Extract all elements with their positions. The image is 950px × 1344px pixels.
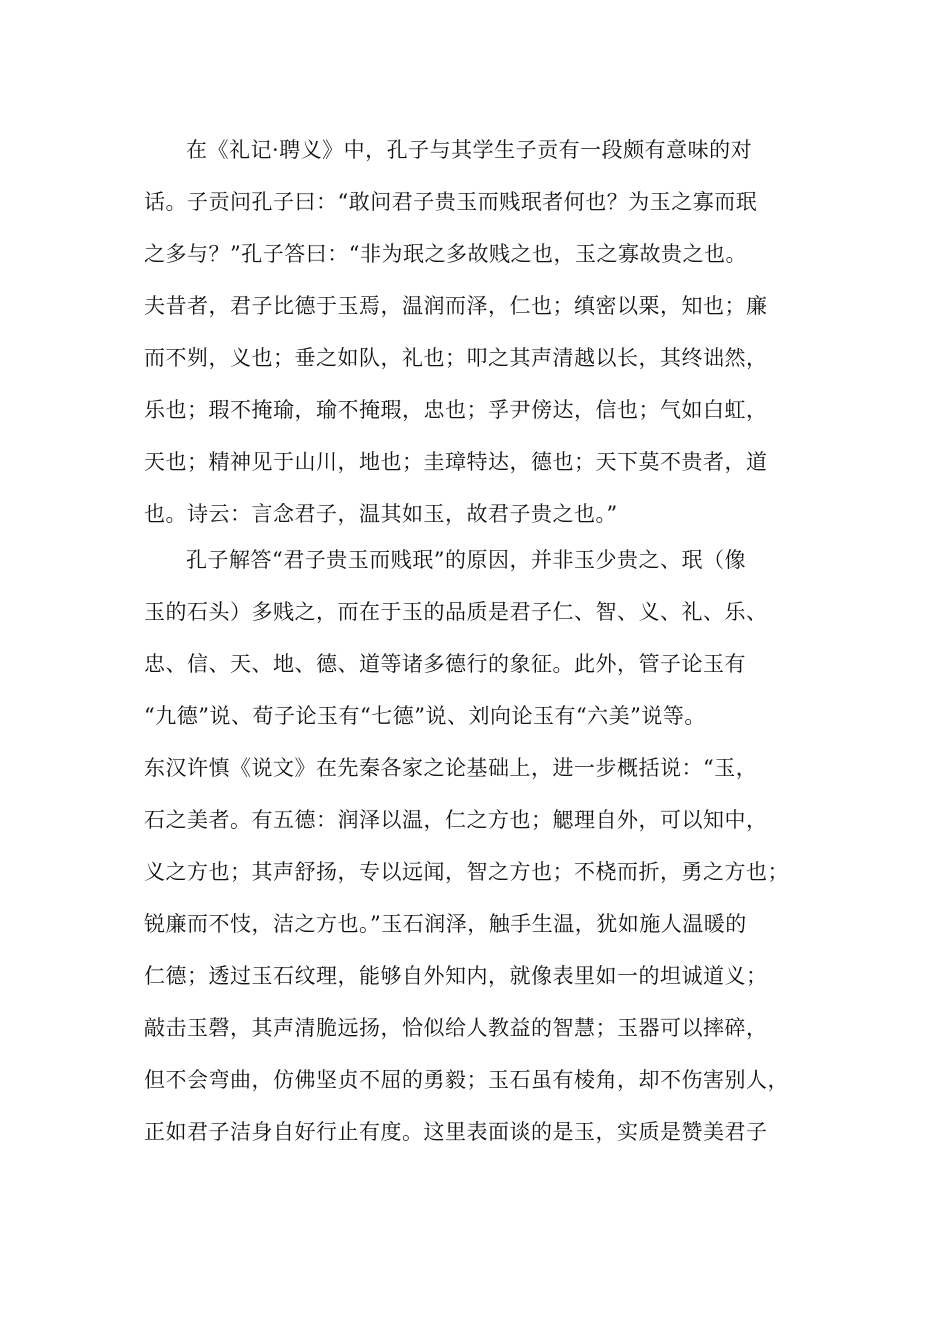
- paragraph-line: 石之美者。有五德：润泽以温，仁之方也；䚡理自外，可以知中，: [144, 808, 768, 832]
- paragraph-line: 而不刿，义也；垂之如队，礼也；叩之其声清越以长，其终诎然，: [144, 346, 768, 370]
- paragraph-line: 之多与？”孔子答曰：“非为珉之多故贱之也，玉之寡故贵之也。: [144, 242, 747, 266]
- paragraph-line: 东汉许慎《说文》在先秦各家之论基础上，进一步概括说：“玉，: [144, 756, 758, 780]
- paragraph-line: 天也；精神见于山川，地也；圭璋特达，德也；天下莫不贵者，道: [144, 450, 768, 474]
- paragraph-line: 也。诗云：言念君子，温其如玉，故君子贵之也。”: [144, 502, 618, 526]
- paragraph-line: 但不会弯曲，仿佛坚贞不屈的勇毅；玉石虽有棱角，却不伤害别人，: [144, 1068, 789, 1092]
- paragraph-line: 夫昔者，君子比德于玉焉，温润而泽，仁也；缜密以栗，知也；廉: [144, 294, 768, 318]
- paragraph-line: 话。子贡问孔子曰：“敢问君子贵玉而贱珉者何也？为玉之寡而珉: [144, 190, 758, 214]
- paragraph-line: 孔子解答“君子贵玉而贱珉”的原因，并非玉少贵之、珉（像: [186, 548, 746, 572]
- paragraph-line: 锐廉而不忮，洁之方也。”玉石润泽，触手生温，犹如施人温暖的: [144, 912, 747, 936]
- paragraph-line: “九德”说、荀子论玉有“七德”说、刘向论玉有“六美”说等。: [144, 704, 706, 728]
- paragraph-2: [144, 534, 814, 1158]
- paragraph-line: 乐也；瑕不掩瑜，瑜不掩瑕，忠也；孚尹傍达，信也；气如白虹，: [144, 398, 768, 422]
- paragraph-line: 仁德；透过玉石纹理，能够自外知内，就像表里如一的坦诚道义；: [144, 964, 768, 988]
- paragraph-line: 义之方也；其声舒扬，专以远闻，智之方也；不桡而折，勇之方也；: [144, 860, 789, 884]
- paragraph-line: 敲击玉磬，其声清脆远扬，恰似给人教益的智慧；玉器可以摔碎，: [144, 1016, 768, 1040]
- paragraph-line: 玉的石头）多贱之，而在于玉的品质是君子仁、智、义、礼、乐、: [144, 600, 768, 624]
- paragraph-line: 正如君子洁身自好行止有度。这里表面谈的是玉，实质是赞美君子: [144, 1120, 768, 1144]
- paragraph-line: 在《礼记·聘义》中，孔子与其学生子贡有一段颇有意味的对: [186, 138, 753, 162]
- paragraph-line: 忠、信、天、地、德、道等诸多德行的象征。此外，管子论玉有: [144, 652, 746, 676]
- paragraph-1: [144, 124, 814, 540]
